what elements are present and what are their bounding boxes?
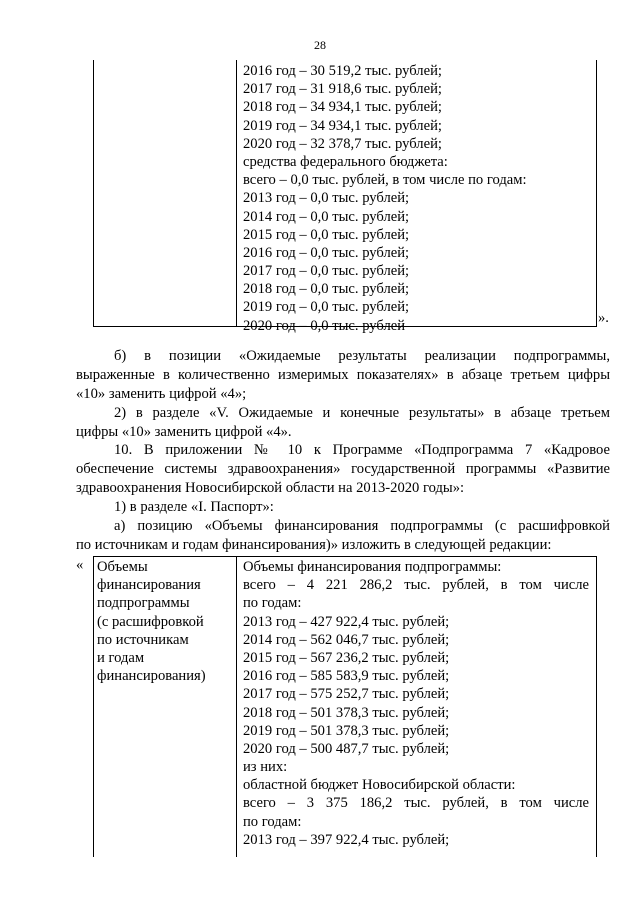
paragraph-line: обеспечение системы здравоохранения» государственной программы «Развитие	[76, 461, 610, 477]
top-table-lines	[243, 62, 527, 335]
table-line: 2017 год – 0,0 тыс. рублей;	[243, 263, 410, 280]
paragraph-a	[76, 517, 610, 555]
paragraph-line: 10. В приложении № 10 к Программе «Подпрограмма 7 «Кадровое	[114, 442, 610, 458]
table-line: 2013 год – 427 922,4 тыс. рублей;	[243, 613, 450, 630]
opening-mark: «	[76, 557, 84, 573]
paragraph-10	[76, 441, 610, 498]
table-line: всего – 4 221 286,2 тыс. рублей, в том числе	[243, 577, 589, 594]
table-line: 2017 год – 31 918,6 тыс. рублей;	[243, 81, 442, 98]
table-line: 2017 год – 575 252,7 тыс. рублей;	[243, 686, 450, 703]
table-line: 2016 год – 585 583,9 тыс. рублей;	[243, 668, 450, 685]
table-line: 2020 год – 500 487,7 тыс. рублей;	[243, 740, 450, 757]
paragraph-line: по источникам и годам финансирования)» изложить в следующей редакции:	[76, 537, 552, 553]
table-line: подпрограммы	[97, 595, 190, 612]
table-line: 2014 год – 562 046,7 тыс. рублей;	[243, 631, 450, 648]
paragraph-line: выраженные в количественно измеримых показателях» в абзаце третьем цифры	[76, 367, 610, 383]
table-line: из них:	[243, 759, 288, 776]
closing-mark: ».	[598, 310, 609, 326]
table-line: 2019 год – 0,0 тыс. рублей;	[243, 299, 410, 316]
table-line: 2018 год – 501 378,3 тыс. рублей;	[243, 704, 450, 721]
bottom-table-divider	[236, 557, 237, 857]
table-line: 2020 год – 32 378,7 тыс. рублей;	[243, 135, 442, 152]
table-line: 2016 год – 30 519,2 тыс. рублей;	[243, 63, 442, 79]
paragraph-2	[76, 404, 610, 442]
table-line: всего – 0,0 тыс. рублей, в том числе по годам:	[243, 172, 527, 189]
page-number: 28	[314, 38, 326, 52]
paragraph-line: б) в позиции «Ожидаемые результаты реализации подпрограммы,	[114, 348, 610, 364]
table-line: Объемы финансирования подпрограммы:	[243, 559, 502, 575]
table-line: 2015 год – 567 236,2 тыс. рублей;	[243, 649, 450, 666]
table-line: 2014 год – 0,0 тыс. рублей;	[243, 208, 410, 225]
table-line: по годам:	[243, 595, 302, 612]
table-line: всего – 3 375 186,2 тыс. рублей, в том числе	[243, 795, 589, 812]
bottom-table-left-lines	[97, 558, 206, 685]
table-line: 2018 год – 0,0 тыс. рублей;	[243, 281, 410, 298]
table-line: Объемы	[97, 559, 148, 575]
paragraph-line: цифры «10» заменить цифрой «4».	[76, 424, 292, 440]
paragraph-line: «10» заменить цифрой «4»;	[76, 386, 247, 402]
bottom-table-right-lines	[243, 558, 589, 849]
table-line: 2019 год – 34 934,1 тыс. рублей;	[243, 117, 442, 134]
paragraph-1	[76, 498, 610, 517]
table-line: по годам:	[243, 813, 302, 830]
table-line: финансирования	[97, 577, 201, 594]
top-table-divider	[236, 60, 237, 326]
paragraph-line: а) позицию «Объемы финансирования подпрограммы (с расшифровкой	[114, 518, 610, 534]
table-line: финансирования)	[97, 668, 206, 685]
table-line: средства федерального бюджета:	[243, 153, 448, 170]
table-line: 2020 год – 0,0 тыс. рублей	[243, 317, 406, 334]
paragraph-line: 2) в разделе «V. Ожидаемые и конечные результаты» в абзаце третьем	[114, 405, 610, 421]
table-line: областной бюджет Новосибирской области:	[243, 777, 516, 794]
table-line: 2018 год – 34 934,1 тыс. рублей;	[243, 99, 442, 116]
table-line: 2015 год – 0,0 тыс. рублей;	[243, 226, 410, 243]
table-line: 2013 год – 397 922,4 тыс. рублей;	[243, 831, 450, 848]
table-line: 2019 год – 501 378,3 тыс. рублей;	[243, 722, 450, 739]
table-line: 2013 год – 0,0 тыс. рублей;	[243, 190, 410, 207]
table-line: (с расшифровкой	[97, 613, 204, 630]
paragraph-line: 1) в разделе «I. Паспорт»:	[114, 499, 274, 515]
table-line: и годам	[97, 649, 145, 666]
table-line: по источникам	[97, 631, 189, 648]
paragraph-line: здравоохранения Новосибирской области на 2013-2020 годы»:	[76, 480, 465, 496]
paragraph-b	[76, 347, 610, 404]
table-line: 2016 год – 0,0 тыс. рублей;	[243, 244, 410, 261]
